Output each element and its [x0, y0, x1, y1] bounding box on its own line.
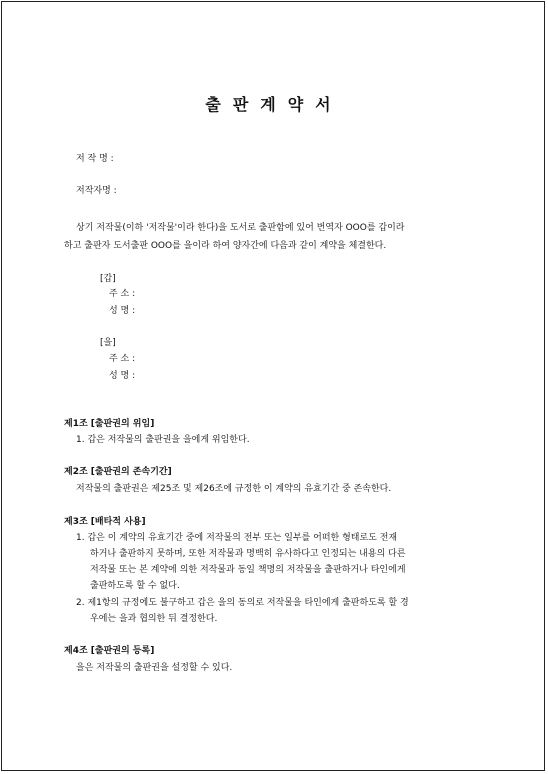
article-1-title: 제1조 [출판권의 위임]	[64, 419, 155, 429]
intro-line-2: 하고 출판자 도서출판 OOO를 을이라 하여 양자간에 다음과 같이 계약을 체결한다.	[64, 241, 387, 251]
party-b-address: 주 소 :	[109, 354, 136, 364]
intro-line-1: 상기 저작물(이하 '저작물'이라 한다)을 도서로 출판함에 있어 번역자 OOO를 갑이라	[76, 223, 405, 233]
party-b-name: 성 명 :	[109, 371, 136, 381]
party-b-heading: [을]	[100, 338, 116, 348]
article-3-title: 제3조 [배타적 사용]	[64, 517, 146, 527]
article-3-line-6: 우에는 을과 협의한 뒤 결정한다.	[90, 614, 218, 624]
article-4-title: 제4조 [출판권의 등록]	[64, 646, 155, 656]
document-title: 출판계약서	[205, 95, 343, 114]
article-2-title: 제2조 [출판권의 존속기간]	[64, 467, 172, 477]
party-a-name: 성 명 :	[109, 306, 136, 316]
article-3-line-4: 출판하도록 할 수 없다.	[90, 581, 180, 591]
article-1-line-1: 1. 갑은 저작물의 출판권을 을에게 위임한다.	[76, 435, 250, 445]
article-3-line-3: 저작물 또는 본 계약에 의한 저작물과 동일 책명의 저작물을 출판하거나 타인에게	[90, 565, 406, 575]
article-3-line-2: 하거나 출판하지 못하며, 또한 저작물과 명백히 유사하다고 인정되는 내용의 다른	[90, 549, 406, 559]
article-4-line-1: 을은 저작물의 출판권을 설정할 수 있다.	[76, 663, 233, 673]
party-a-heading: [갑]	[100, 274, 116, 284]
article-3-line-5: 2. 제1항의 규정에도 불구하고 갑은 을의 동의로 저작물을 타인에게 출판하도록 할 경	[76, 598, 409, 608]
work-title-label: 저 작 명 :	[76, 154, 114, 164]
article-3-line-1: 1. 갑은 이 계약의 유효기간 중에 저작물의 전부 또는 일부를 어떠한 형태로도 전재	[76, 533, 398, 543]
article-2-line-1: 저작물의 출판권은 제25조 및 제26조에 규정한 이 계약의 유효기간 중 존속한다.	[76, 484, 392, 494]
author-label: 저작자명 :	[76, 186, 117, 196]
party-a-address: 주 소 :	[109, 289, 136, 299]
